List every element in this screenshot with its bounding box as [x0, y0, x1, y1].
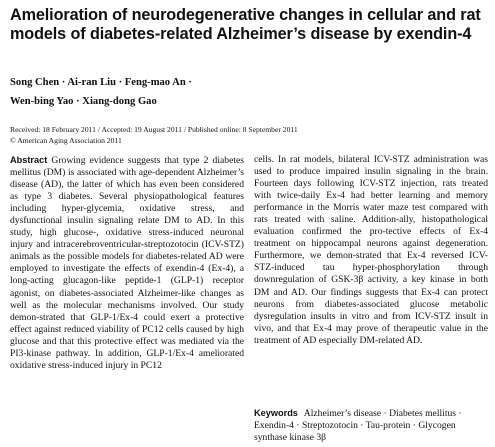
author-list — [10, 73, 310, 111]
article-title: Amelioration of neurodegenerative changes in cellular and rat models of diabetes-related Alzheimer’s disease by exendin-4 — [10, 6, 481, 43]
authors-line-1: Song Chen · Ai-ran Liu · Feng-mao An · — [10, 77, 192, 88]
abstract-text-left: Growing evidence suggests that type 2 diabetes mellitus (DM) is associated with age-dependent Alzheimer’s disease (AD), the latter of which has even been considered as type 3 diabetes. Several physiopathological features including hyper-glycemia, oxidative stress, and dysfunctional insulin signaling relate DM to AD. In this study, high glucose-, oxidative stress-induced neuronal injury and intracerebroventricular-streptozotocin (ICV-STZ) animals as the possible models for diabetes-related AD were employed to investigate the effects of exendin-4 (Ex-4), a long-acting glucagon-like peptide-1 (GLP-1) receptor agonist, on diabetes-associated Alzheimer-like changes as well as the molecular mechanisms involved. Our study demon-strated that GLP-1/Ex-4 could exert a protective effect against reduced viability of PC12 cells caused by high glucose and that this protective effect was mediated via the PI3-kinase pathway. In addition, GLP-1/Ex-4 ameliorated oxidative stress-induced injury in PC12 — [10, 155, 244, 371]
keywords-block — [254, 407, 488, 444]
keywords-list: Alzheimer’s disease · Diabetes mellitus · Exendin-4 · Streptozotocin · Tau-protein · Glycogen synthase kinase 3β — [254, 408, 462, 444]
authors-line-2: Wen-bing Yao · Xiang-dong Gao — [10, 96, 157, 107]
keywords-heading: Keywords — [254, 408, 298, 418]
publication-dates: Received: 18 February 2011 / Accepted: 19 August 2011 / Published online: 8 September 2011 — [10, 125, 298, 134]
abstract-column-left — [10, 154, 244, 372]
abstract-text-right: cells. In rat models, bilateral ICV-STZ administration was used to produce impaired insulin signaling in the brain. Fourteen days following ICV-STZ injection, rats treated with twice-daily Ex-4 had better learning and memory performance in the Morris water maze test compared with rats treated with saline. Addition-ally, histopathological evaluation confirmed the pro-tective effects of Ex-4 treatment on hippocampal neurons against degeneration. Furthermore, we demon-strated that Ex-4 reversed ICV-STZ-induced tau hyper-phosphorylation through downregulation of GSK-3β activity, a key kinase in both DM and AD. Our findings suggests that Ex-4 can protect neurons from diabetes-associated glucose metabolic dysregulation insults in vitro and from ICV-STZ insult in vivo, and that Ex-4 may prove of therapeutic value in the treatment of AD especially DM-related AD. — [254, 154, 488, 346]
publication-info — [10, 124, 488, 146]
copyright-notice: © American Aging Association 2011 — [10, 136, 122, 145]
abstract-column-right — [254, 154, 488, 347]
abstract-heading: Abstract — [10, 155, 48, 165]
abstract-paragraph-left — [10, 154, 244, 372]
